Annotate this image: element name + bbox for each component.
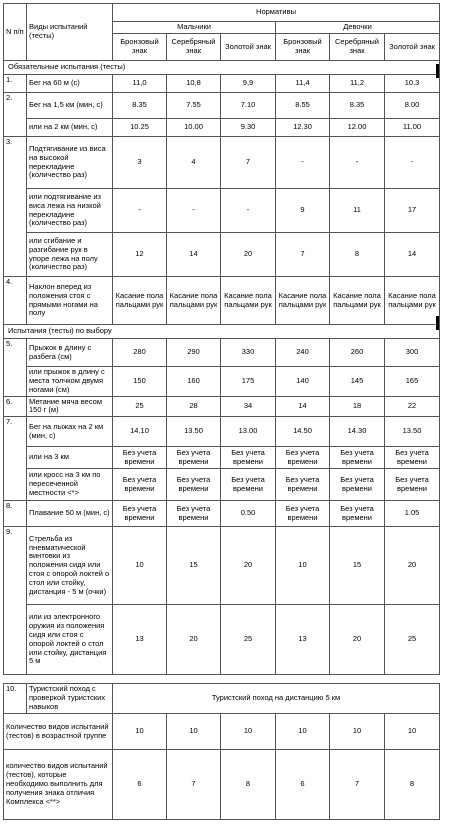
count-value: 10	[221, 714, 276, 750]
norm-value: 25	[113, 396, 167, 417]
norm-value: 7.10	[221, 93, 276, 119]
test-name: Плавание 50 м (мин, с)	[27, 501, 113, 527]
norm-value: 7.55	[167, 93, 221, 119]
count-value: 10	[167, 714, 221, 750]
header-num: N п/п	[4, 4, 27, 61]
test-name: или кросс на 3 км по пересеченной местности <*>	[27, 469, 113, 501]
norm-value: 7	[221, 137, 276, 189]
count-value: 6	[276, 750, 330, 820]
norm-value: Без учета времени	[221, 469, 276, 501]
norm-value: Без учета времени	[330, 447, 385, 469]
norm-value: 160	[167, 367, 221, 397]
row-number: 10.	[4, 684, 27, 714]
norm-value: 18	[330, 396, 385, 417]
badge-header: Золотой знак	[221, 34, 276, 61]
norm-value: 20	[221, 527, 276, 605]
norm-value: Без учета времени	[385, 447, 440, 469]
norm-value: 12.00	[330, 119, 385, 137]
count-label: Количество видов испытаний (тестов) в возрастной группе	[4, 714, 113, 750]
norm-value: -	[167, 189, 221, 233]
norm-value: 13	[113, 605, 167, 675]
row-number: 1.	[4, 75, 27, 93]
section-optional: Испытания (тесты) по выбору	[4, 325, 440, 339]
section-marker	[436, 64, 439, 78]
table-row	[4, 119, 440, 137]
norm-value: 175	[221, 367, 276, 397]
count-value: 10	[276, 714, 330, 750]
table-row	[4, 367, 440, 397]
hike-value: Туристский поход на дистанцию 5 км	[113, 684, 440, 714]
norm-value: Без учета времени	[221, 447, 276, 469]
norm-value: Без учета времени	[276, 469, 330, 501]
test-name: или прыжок в длину с места толчком двумя ногами (см)	[27, 367, 113, 397]
section-marker	[436, 316, 439, 330]
header-test: Виды испытаний (тесты)	[27, 4, 113, 61]
norm-value: 280	[113, 339, 167, 367]
norm-value: 22	[385, 396, 440, 417]
table-row	[4, 684, 440, 714]
table-row	[4, 527, 440, 605]
norm-value: 15	[330, 527, 385, 605]
norm-value: Без учета времени	[330, 501, 385, 527]
norm-value: 9.30	[221, 119, 276, 137]
norm-value: 17	[385, 189, 440, 233]
test-name: или на 2 км (мин, с)	[27, 119, 113, 137]
norm-value: 34	[221, 396, 276, 417]
badge-header: Серебряный знак	[167, 34, 221, 61]
norm-value: 20	[167, 605, 221, 675]
norm-value: 4	[167, 137, 221, 189]
norm-value: 140	[276, 367, 330, 397]
norm-value: 25	[221, 605, 276, 675]
norm-value: Без учета времени	[167, 447, 221, 469]
norm-value: 11	[330, 189, 385, 233]
norm-value: 20	[330, 605, 385, 675]
row-number: 6.	[4, 396, 27, 417]
norm-value: 13.50	[167, 417, 221, 447]
test-name: Подтягивание из виса на высокой перекладине (количество раз)	[27, 137, 113, 189]
test-name: Стрельба из пневматической винтовки из положения сидя или стоя с опорой локтей о стол или стойку, дистанция - 5 м (очки)	[27, 527, 113, 605]
norm-value: Без учета времени	[113, 501, 167, 527]
norm-value: Без учета времени	[276, 447, 330, 469]
norm-value: 8.35	[330, 93, 385, 119]
test-name: Метание мяча весом 150 г (м)	[27, 396, 113, 417]
norm-value: Без учета времени	[167, 469, 221, 501]
norm-value: 14.30	[330, 417, 385, 447]
test-name: Наклон вперед из положения стоя с прямыми ногами на полу	[27, 277, 113, 325]
norm-value: 13	[276, 605, 330, 675]
test-name: Туристский поход с проверкой туристских навыков	[27, 684, 113, 714]
table-row	[4, 137, 440, 189]
test-name: Бег на 1,5 км (мин, с)	[27, 93, 113, 119]
count-value: 10	[330, 714, 385, 750]
norm-value: 260	[330, 339, 385, 367]
norm-value: 13.00	[221, 417, 276, 447]
badge-header: Серебряный знак	[330, 34, 385, 61]
norm-value: 12	[113, 233, 167, 277]
norm-value: -	[113, 189, 167, 233]
norm-value: Без учета времени	[167, 501, 221, 527]
test-name: или подтягивание из виса лежа на низкой перекладине (количество раз)	[27, 189, 113, 233]
header-boys: Мальчики	[113, 22, 276, 34]
count-label: количество видов испытаний (тестов), которые необходимо выполнить для получения знака отличия Комплекса <**>	[4, 750, 113, 820]
norm-value: 10.25	[113, 119, 167, 137]
norm-value: 8	[330, 233, 385, 277]
norm-value: Без учета времени	[276, 501, 330, 527]
test-name: или сгибание и разгибание рук в упоре лежа на полу (количество раз)	[27, 233, 113, 277]
norm-value: Касание пола пальцами рук	[276, 277, 330, 325]
table-row	[4, 469, 440, 501]
norm-value: Касание пола пальцами рук	[330, 277, 385, 325]
table-row	[4, 714, 440, 750]
norm-value: 150	[113, 367, 167, 397]
row-number: 7.	[4, 417, 27, 501]
count-value: 7	[330, 750, 385, 820]
test-name: Прыжок в длину с разбега (см)	[27, 339, 113, 367]
norm-value: -	[221, 189, 276, 233]
norm-value: -	[385, 137, 440, 189]
norm-value: 13.50	[385, 417, 440, 447]
norm-value: 330	[221, 339, 276, 367]
norm-value: 7	[276, 233, 330, 277]
norm-value: 3	[113, 137, 167, 189]
norm-value: 11,0	[113, 75, 167, 93]
count-value: 10	[113, 714, 167, 750]
norm-value: -	[330, 137, 385, 189]
norm-value: 300	[385, 339, 440, 367]
norm-value: Касание пола пальцами рук	[221, 277, 276, 325]
norm-value: Без учета времени	[330, 469, 385, 501]
norm-value: 15	[167, 527, 221, 605]
norm-value: 145	[330, 367, 385, 397]
norm-value: 14.50	[276, 417, 330, 447]
norm-value: 14	[276, 396, 330, 417]
table-row	[4, 605, 440, 675]
table-row	[4, 93, 440, 119]
norm-value: 9	[276, 189, 330, 233]
count-value: 8	[385, 750, 440, 820]
norm-value: 28	[167, 396, 221, 417]
norm-value: 10	[113, 527, 167, 605]
table-row	[4, 189, 440, 233]
header-norms: Нормативы	[113, 4, 440, 22]
norm-value: Без учета времени	[113, 447, 167, 469]
norm-value: 11,4	[276, 75, 330, 93]
norm-value: Без учета времени	[385, 469, 440, 501]
count-value: 7	[167, 750, 221, 820]
norm-value: 20	[221, 233, 276, 277]
row-number: 9.	[4, 527, 27, 675]
norm-value: Касание пола пальцами рук	[113, 277, 167, 325]
norm-value: 12.30	[276, 119, 330, 137]
row-number: 2.	[4, 93, 27, 137]
test-name: Бег на лыжах на 2 км (мин, с)	[27, 417, 113, 447]
table-row	[4, 396, 440, 417]
row-number: 8.	[4, 501, 27, 527]
row-number: 3.	[4, 137, 27, 277]
table-row	[4, 750, 440, 820]
norm-value: 8.35	[113, 93, 167, 119]
norm-value: Касание пола пальцами рук	[167, 277, 221, 325]
norm-value: 14	[167, 233, 221, 277]
hike-count-table	[3, 683, 440, 820]
norm-value: 240	[276, 339, 330, 367]
norm-value: 290	[167, 339, 221, 367]
header-girls: Девочки	[276, 22, 440, 34]
section-mandatory: Обязательные испытания (тесты)	[4, 61, 440, 75]
norm-value: 14.10	[113, 417, 167, 447]
norm-value: Без учета времени	[113, 469, 167, 501]
test-name: Бег на 60 м (с)	[27, 75, 113, 93]
norm-value: 25	[385, 605, 440, 675]
norm-value: 8.55	[276, 93, 330, 119]
table-row	[4, 501, 440, 527]
count-value: 6	[113, 750, 167, 820]
norm-value: 10	[276, 527, 330, 605]
norm-value: 10.00	[167, 119, 221, 137]
norm-value: 10,8	[167, 75, 221, 93]
norm-value: 165	[385, 367, 440, 397]
norm-value: 0.50	[221, 501, 276, 527]
norm-value: 9,9	[221, 75, 276, 93]
badge-header: Бронзовый знак	[276, 34, 330, 61]
badge-header: Золотой знак	[385, 34, 440, 61]
norm-value: 14	[385, 233, 440, 277]
norm-value: 11.00	[385, 119, 440, 137]
norm-value: Касание пола пальцами рук	[385, 277, 440, 325]
norm-value: 8.00	[385, 93, 440, 119]
table-row	[4, 417, 440, 447]
norm-value: 20	[385, 527, 440, 605]
count-value: 10	[385, 714, 440, 750]
norm-value: -	[276, 137, 330, 189]
norm-value: 11,2	[330, 75, 385, 93]
norm-value: 1.05	[385, 501, 440, 527]
count-value: 8	[221, 750, 276, 820]
table-row	[4, 339, 440, 367]
row-number: 5.	[4, 339, 27, 397]
table-row	[4, 75, 440, 93]
test-name: или из электронного оружия из положения сидя или стоя с опорой локтей о стол или стойку, дистанция 5 м	[27, 605, 113, 675]
table-row	[4, 233, 440, 277]
table-row	[4, 277, 440, 325]
test-name: или на 3 км	[27, 447, 113, 469]
norms-table	[3, 3, 440, 675]
row-number: 4.	[4, 277, 27, 325]
norm-value: 10,3	[385, 75, 440, 93]
badge-header: Бронзовый знак	[113, 34, 167, 61]
table-row	[4, 447, 440, 469]
